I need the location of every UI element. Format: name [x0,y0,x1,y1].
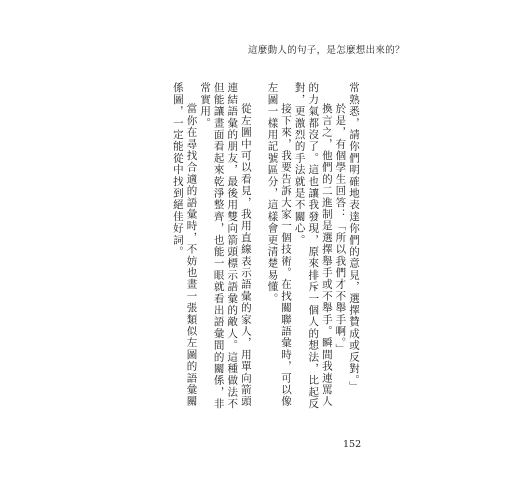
body-text-column [138,82,360,412]
paragraph-6: 當你在尋找合適的語彙時，不妨也畫一張類似左圖的語彙關係圖，一定能從中找到絕佳好詞。 [171,82,198,408]
page-number: 152 [343,439,362,450]
paragraph-1: 常熟悉，請你們明確地表達你們的意見，選擇贊成或反對。」 [348,82,360,393]
paragraph-4: 接下來，我要告訴大家一個技術。在找關聯語彙時，可以像左圖一樣用記號區分，這樣會更清楚易懂。 [266,82,293,408]
paragraph-2: 於是，有個學生回答：「所以我們才不舉手啊。」 [334,103,347,356]
paragraph-3: 換言之，他們的二進制是選擇舉手或不舉手。瞬間我連罵人的力氣都沒了。這也讓我發現，原來排斥一個人的想法，比起反對，更激烈的手法就是不關心。 [293,82,333,410]
running-header-title: 這麼動人的句子，是怎麼想出來的？ [248,45,405,56]
paragraph-5: 從左圖中可以看見，我用直線表示語彙的家人，用單向箭頭連結語彙的朋友，最後用雙向箭頭標示語彙的敵人。這種做法不但能讓畫面看起來乾淨整齊，也能一眼就看出語彙間的關係，非常實用。 [199,82,252,410]
